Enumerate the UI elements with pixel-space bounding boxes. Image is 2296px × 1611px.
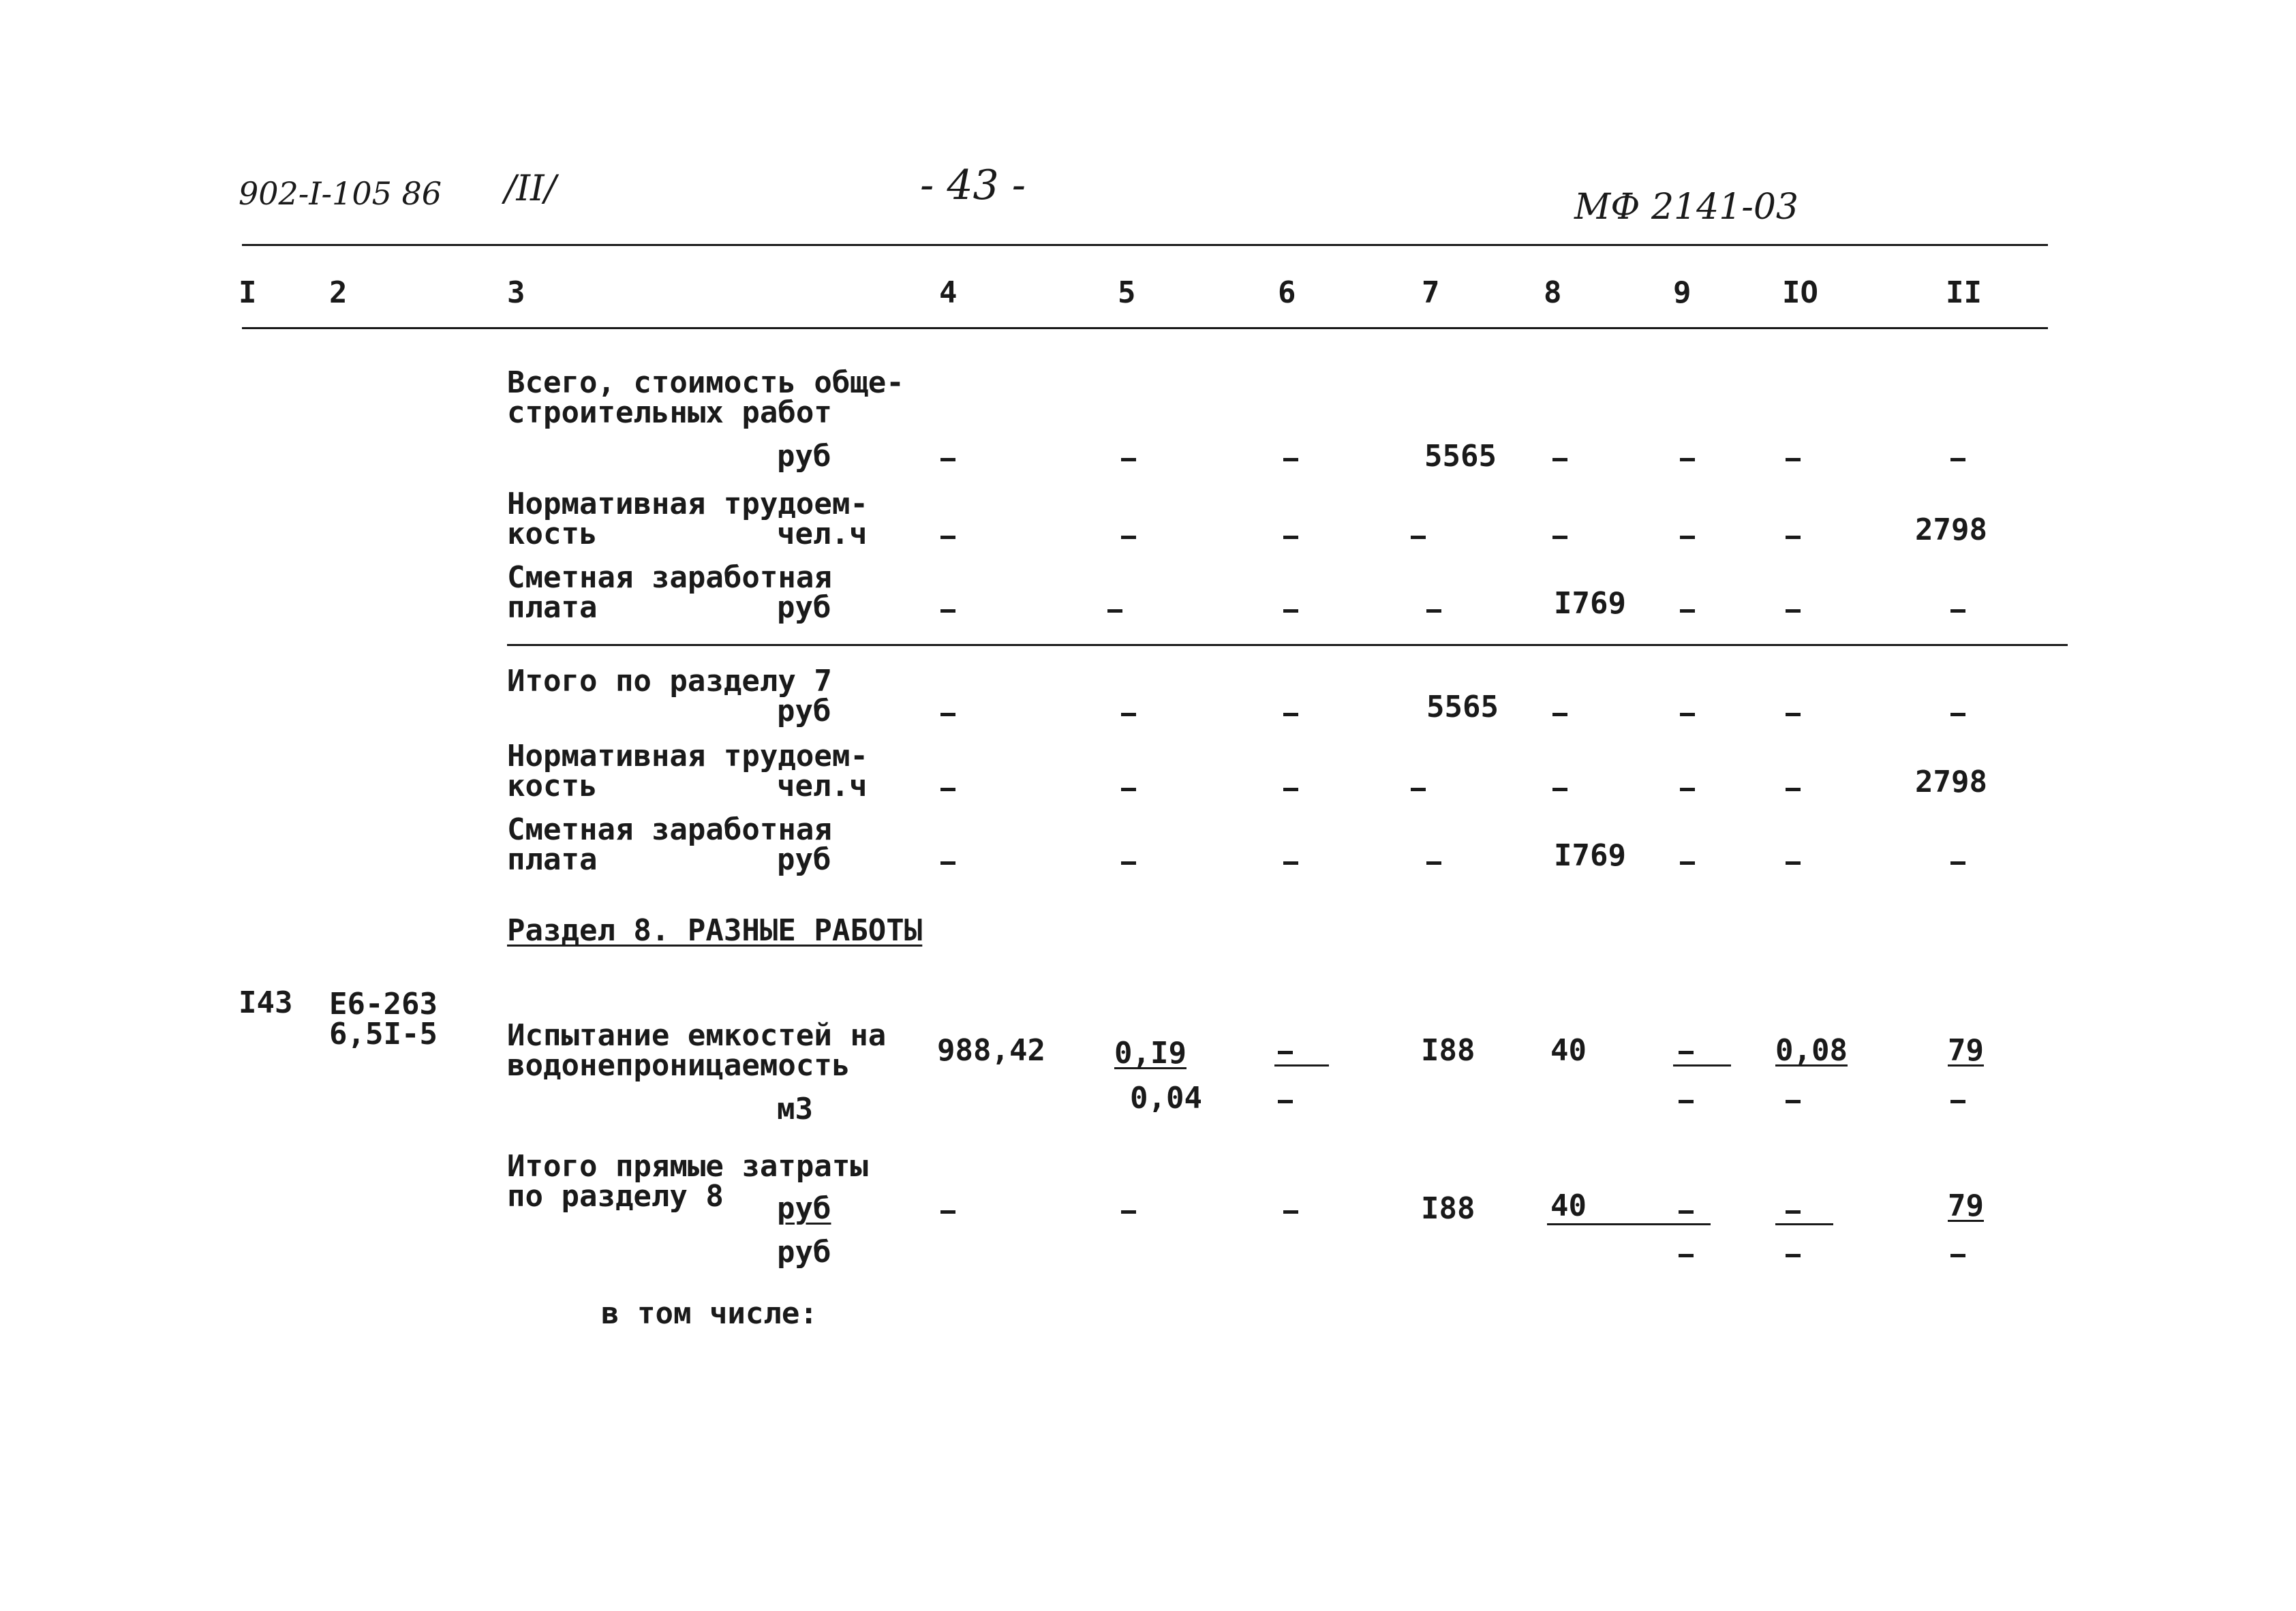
dash: [1552, 458, 1567, 461]
including-label: в том числе:: [601, 1296, 818, 1331]
dash: [1283, 788, 1298, 791]
item-col5-bottom: 0,04: [1130, 1081, 1202, 1116]
dash: [1278, 1051, 1293, 1054]
dash: [1786, 861, 1801, 865]
item-name-line1: Испытание емкостей на: [507, 1018, 887, 1053]
dash: [1680, 713, 1695, 716]
dash: [940, 536, 955, 539]
total-labor-line1: Нормативная трудоем-: [507, 487, 868, 521]
item-col11: 79: [1948, 1033, 1984, 1068]
col9-fraction-line: [1673, 1064, 1731, 1067]
dash: [1950, 861, 1965, 865]
section7-wage-unit: руб: [777, 842, 831, 877]
dash: [1426, 861, 1441, 865]
item-col5-top: 0,I9: [1114, 1036, 1187, 1071]
section7-labor-line1: Нормативная трудоем-: [507, 739, 868, 773]
dash: [940, 788, 955, 791]
direct-title-line2: по разделу 8: [507, 1179, 724, 1214]
dash: [1679, 1254, 1694, 1257]
col6-fraction-line: [1274, 1064, 1329, 1067]
item-col4: 988,42: [937, 1033, 1045, 1068]
dash: [1786, 458, 1801, 461]
top-rule: [242, 244, 2048, 246]
dash: [1950, 1254, 1965, 1257]
dash: [1121, 458, 1136, 461]
total-title-line2: строительных работ: [507, 395, 832, 430]
album-number: /II/: [504, 168, 557, 209]
dash: [1786, 609, 1801, 613]
dash: [1121, 788, 1136, 791]
direct-col11: 79: [1948, 1188, 1984, 1223]
direct-fraction-line-10: [1775, 1223, 1833, 1225]
col-header-2: 2: [329, 275, 348, 310]
item-code-line1: Е6-263: [329, 987, 438, 1022]
section7-labor-line2: кость: [507, 769, 598, 803]
col-header-6: 6: [1278, 275, 1296, 310]
direct-col7: I88: [1421, 1191, 1475, 1226]
dash: [1278, 1100, 1293, 1103]
dash: [1950, 1100, 1965, 1103]
total-title-line1: Всего, стоимость обще-: [507, 365, 904, 400]
dash: [1552, 536, 1567, 539]
dash: [940, 609, 955, 613]
dash: [1552, 788, 1567, 791]
dash: [1283, 536, 1298, 539]
dash: [1786, 1100, 1801, 1103]
section7-cost-col7: 5565: [1426, 690, 1499, 724]
dash: [1786, 1210, 1801, 1214]
dash: [1121, 1210, 1136, 1214]
section7-labor-col11: 2798: [1915, 765, 1987, 799]
dash: [1786, 536, 1801, 539]
dash: [1680, 861, 1695, 865]
col-header-3: 3: [507, 275, 525, 310]
section7-wage-col8: I769: [1554, 838, 1626, 873]
dash: [1121, 713, 1136, 716]
dash: [1680, 788, 1695, 791]
col-header-5: 5: [1118, 275, 1136, 310]
dash: [1121, 536, 1136, 539]
dash: [1283, 861, 1298, 865]
total-unit: руб: [777, 439, 831, 474]
dash: [1283, 1210, 1298, 1214]
item-unit: м3: [777, 1092, 813, 1126]
section-divider: [507, 644, 2068, 646]
total-labor-col11: 2798: [1915, 512, 1987, 547]
section7-labor-unit: чел.ч: [777, 769, 868, 803]
dash: [1950, 609, 1965, 613]
total-wage-col8: I769: [1554, 586, 1626, 621]
dash: [1680, 609, 1695, 613]
dash: [1411, 536, 1426, 539]
dash: [1950, 713, 1965, 716]
dash: [940, 1210, 955, 1214]
item-name-line2: водонепроницаемость: [507, 1048, 851, 1083]
dash: [1121, 861, 1136, 865]
col-header-9: 9: [1673, 275, 1692, 310]
direct-title-line1: Итого прямые затраты: [507, 1149, 868, 1184]
dash: [1786, 1254, 1801, 1257]
section7-wage-line1: Сметная заработная: [507, 812, 832, 847]
total-wage-line1: Сметная заработная: [507, 560, 832, 595]
total-cost-col7: 5565: [1424, 439, 1497, 474]
dash: [1680, 536, 1695, 539]
dash: [1786, 713, 1801, 716]
dash: [1679, 1210, 1694, 1214]
col-header-10: IO: [1782, 275, 1818, 310]
dash: [1950, 458, 1965, 461]
dash: [1679, 1100, 1694, 1103]
dash: [940, 861, 955, 865]
col-header-1: I: [239, 275, 257, 310]
direct-unit-top: руб: [777, 1191, 831, 1226]
dash: [1411, 788, 1426, 791]
item-col10: 0,08: [1775, 1033, 1848, 1068]
item-code-line2: 6,5I-5: [329, 1017, 438, 1052]
total-wage-unit: руб: [777, 590, 831, 625]
stamp-code: МФ 2141-03: [1574, 187, 1799, 228]
direct-unit-bottom: руб: [777, 1235, 831, 1270]
dash: [1283, 609, 1298, 613]
section8-heading: Раздел 8. РАЗНЫЕ РАБОТЫ: [507, 913, 923, 948]
col-header-8: 8: [1544, 275, 1562, 310]
dash: [1107, 609, 1122, 613]
dash: [1552, 713, 1567, 716]
item-col8: 40: [1550, 1033, 1587, 1068]
page-number: - 43 -: [920, 162, 1026, 209]
dash: [1786, 788, 1801, 791]
section7-title: Итого по разделу 7: [507, 664, 832, 699]
doc-code: 902-I-105 86: [239, 175, 442, 212]
col-header-4: 4: [939, 275, 958, 310]
header-rule: [242, 327, 2048, 329]
direct-fraction-line: [1547, 1223, 1711, 1225]
item-row-number: I43: [239, 985, 293, 1020]
col-header-7: 7: [1422, 275, 1440, 310]
dash: [1283, 713, 1298, 716]
total-labor-line2: кость: [507, 517, 598, 551]
dash: [1426, 609, 1441, 613]
total-labor-unit: чел.ч: [777, 517, 868, 551]
direct-col8: 40: [1550, 1188, 1587, 1223]
col-header-11: II: [1946, 275, 1982, 310]
item-col7: I88: [1421, 1033, 1475, 1068]
dash: [1283, 458, 1298, 461]
section7-unit: руб: [777, 694, 831, 728]
dash: [940, 713, 955, 716]
dash: [940, 458, 955, 461]
section7-wage-line2: плата: [507, 842, 598, 877]
dash: [1679, 1051, 1694, 1054]
total-wage-line2: плата: [507, 590, 598, 625]
dash: [1680, 458, 1695, 461]
